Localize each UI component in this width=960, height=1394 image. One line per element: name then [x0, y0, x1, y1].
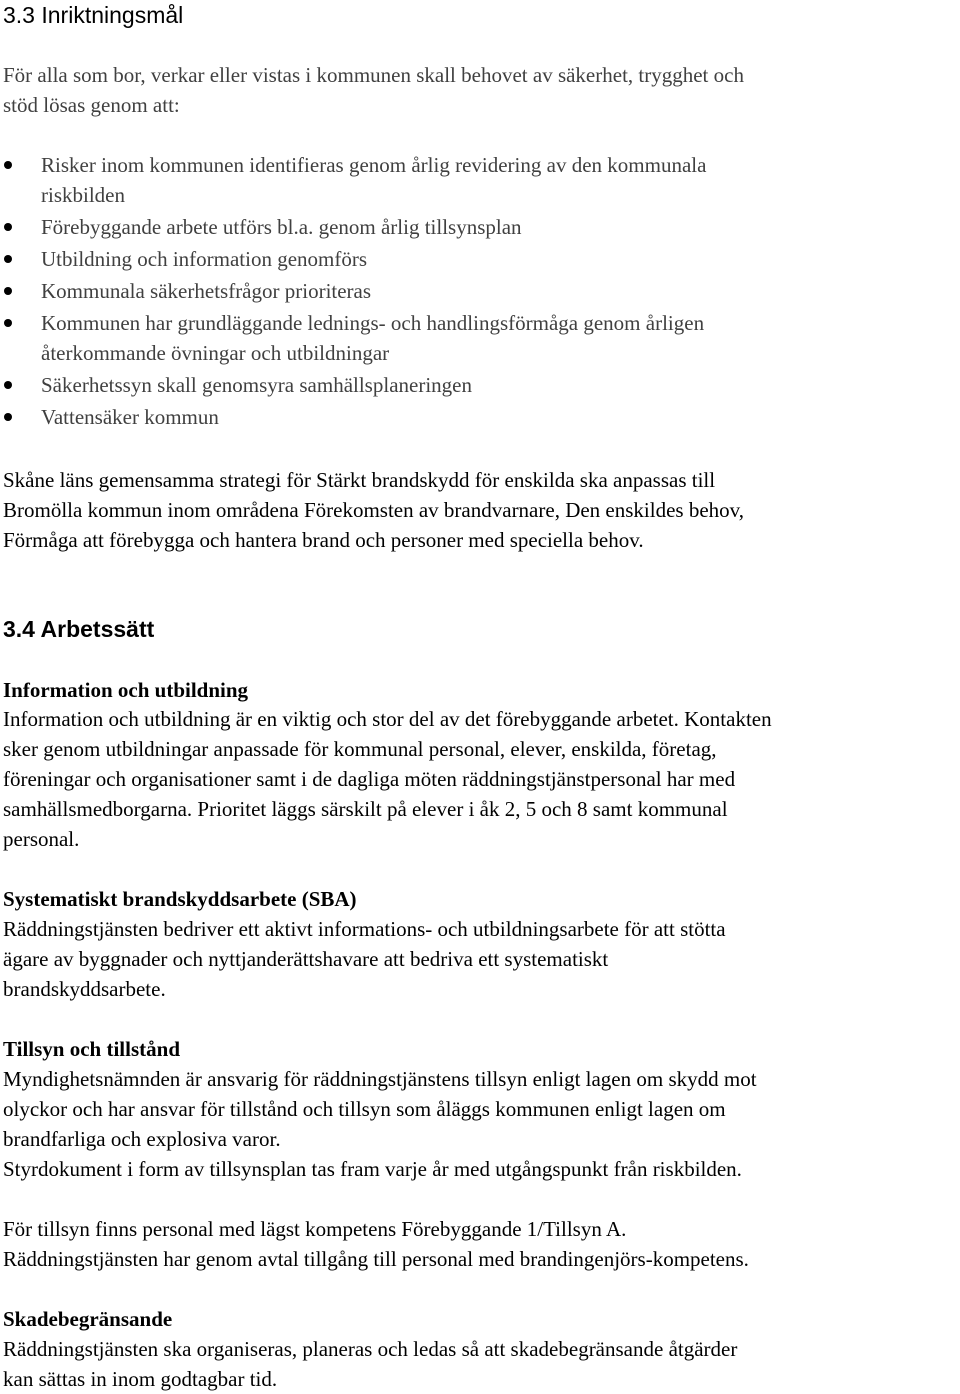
tillsyn-line: Myndighetsnämnden är ansvarig för räddningstjänstens tillsyn enligt lagen om skydd mot	[3, 1067, 757, 1091]
list-item-line: återkommande övningar och utbildningar	[41, 341, 390, 365]
info-subheading: Information och utbildning	[3, 678, 249, 702]
skade-line: Räddningstjänsten ska organiseras, planeras och ledas så att skadebegränsande åtgärder	[3, 1337, 738, 1361]
info-line: sker genom utbildningar anpassade för kommunal personal, elever, enskilda, företag,	[3, 737, 717, 761]
list-item-line: Säkerhetssyn skall genomsyra samhällsplaneringen	[41, 373, 472, 397]
tillsyn-extra-line: Räddningstjänsten har genom avtal tillgång till personal med brandingenjörs-kompetens.	[3, 1247, 749, 1271]
bullet-icon	[4, 319, 12, 327]
sba-line: Räddningstjänsten bedriver ett aktivt informations- och utbildningsarbete för att stötta	[3, 917, 726, 941]
bullet-icon	[4, 381, 12, 389]
bullet-icon	[4, 287, 12, 295]
sba-line: ägare av byggnader och nyttjanderättshavare att bedriva ett systematiskt	[3, 947, 609, 971]
list-item	[0, 276, 960, 308]
section-3-4-heading: 3.4 Arbetssätt	[3, 616, 155, 642]
strategy-line-1: Skåne läns gemensamma strategi för Stärkt brandskydd för enskilda ska anpassas till	[3, 468, 716, 492]
sba-subheading: Systematiskt brandskyddsarbete (SBA)	[3, 887, 357, 911]
sba-line: brandskyddsarbete.	[3, 977, 166, 1001]
list-item-line: Vattensäker kommun	[41, 405, 219, 429]
list-item	[0, 244, 960, 276]
list-item-line: riskbilden	[41, 183, 125, 207]
skade-subheading: Skadebegränsande	[3, 1307, 173, 1331]
list-item-line: Kommunen har grundläggande lednings- och handlingsförmåga genom årligen	[41, 311, 705, 335]
bullet-icon	[4, 223, 12, 231]
list-item	[0, 402, 960, 434]
inriktningsmal-bullet-list	[0, 150, 960, 434]
intro-line-1: För alla som bor, verkar eller vistas i kommunen skall behovet av säkerhet, trygghet och	[3, 63, 744, 87]
tillsyn-subheading: Tillsyn och tillstånd	[3, 1037, 181, 1061]
info-line: personal.	[3, 827, 80, 851]
tillsyn-line: Styrdokument i form av tillsynsplan tas fram varje år med utgångspunkt från riskbilden.	[3, 1157, 742, 1181]
info-line: samhällsmedborgarna. Prioritet läggs särskilt på elever i åk 2, 5 och 8 samt kommunal	[3, 797, 728, 821]
strategy-line-2: Bromölla kommun inom områdena Förekomsten av brandvarnare, Den enskildes behov,	[3, 498, 745, 522]
strategy-line-3: Förmåga att förebygga och hantera brand och personer med speciella behov.	[3, 528, 644, 552]
list-item-line: Kommunala säkerhetsfrågor prioriteras	[41, 279, 372, 303]
list-item	[0, 308, 960, 370]
bullet-icon	[4, 161, 12, 169]
tillsyn-line: brandfarliga och explosiva varor.	[3, 1127, 281, 1151]
skade-line: kan sättas in inom godtagbar tid.	[3, 1367, 278, 1391]
list-item	[0, 370, 960, 402]
bullet-icon	[4, 413, 12, 421]
list-item-line: Utbildning och information genomförs	[41, 247, 368, 271]
info-line: Information och utbildning är en viktig och stor del av det förebyggande arbetet. Kontakten	[3, 707, 772, 731]
section-3-3-heading: 3.3 Inriktningsmål	[3, 2, 184, 28]
list-item-line: Förebyggande arbete utförs bl.a. genom årlig tillsynsplan	[41, 215, 522, 239]
tillsyn-line: olyckor och har ansvar för tillstånd och tillsyn som åläggs kommunen enligt lagen om	[3, 1097, 726, 1121]
list-item-line: Risker inom kommunen identifieras genom årlig revidering av den kommunala	[41, 153, 707, 177]
bullet-icon	[4, 255, 12, 263]
tillsyn-extra-line: För tillsyn finns personal med lägst kompetens Förebyggande 1/Tillsyn A.	[3, 1217, 627, 1241]
list-item	[0, 150, 960, 212]
list-item	[0, 212, 960, 244]
info-line: föreningar och organisationer samt i de dagliga möten räddningstjänstpersonal har med	[3, 767, 736, 791]
intro-line-2: stöd lösas genom att:	[3, 93, 180, 117]
